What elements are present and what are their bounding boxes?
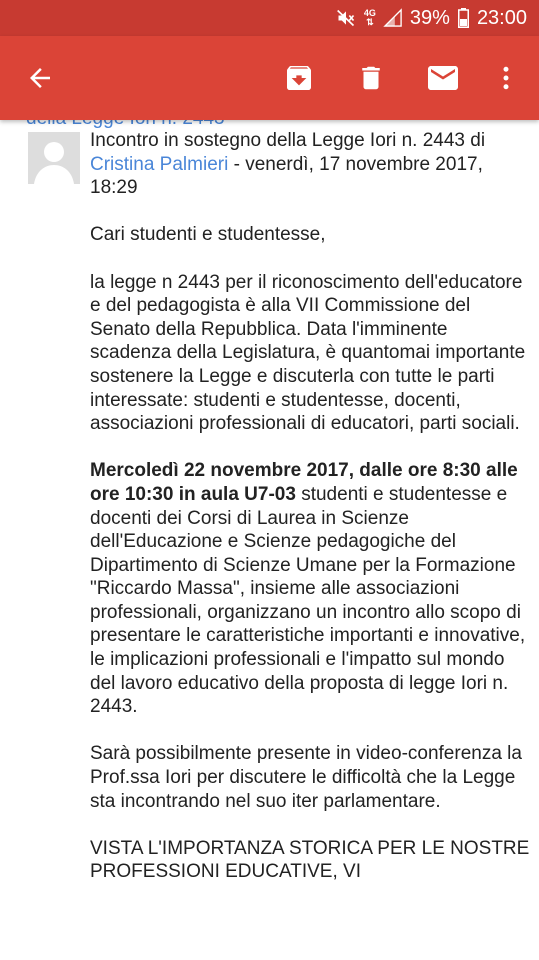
paragraph-3: Sarà possibilmente presente in video-conferenza la Prof.ssa Iori per discutere le difficoltà che la Legge sta incontrando nel suo iter parlamentare. xyxy=(90,743,522,812)
paragraph-1: la legge n 2443 per il riconoscimento dell'educatore e del pedagogista è alla VII Commissione del Senato della Repubblica. Data l'imminente scadenza della Legislatura, è quantomai importante sostenere la Legge e discuterla con tutte le parti interessate: studenti e studentesse, docenti, associazioni professionali di educatori, parti sociali. xyxy=(90,271,526,435)
battery-level: 39% xyxy=(409,6,450,29)
archive-icon[interactable] xyxy=(281,60,317,96)
message-by: di xyxy=(470,130,486,151)
network-type: 4G xyxy=(363,8,376,18)
message-date: - venerdì, 17 novembre 2017, 18:29 xyxy=(90,153,483,199)
paragraph-2 xyxy=(90,459,530,719)
paragraph-2-text: studenti e studentesse e docenti dei Corsi di Laurea in Scienze dell'Educazione e Scienze pedagogiche del Dipartimento di Scienze Umane per la Formazione "Riccardo Massa", insieme alle associazioni professionali, organizzano un incontro allo scopo di presentare le caratteristiche importanti e innovative, le implicazioni professionali e l'impatto sul mondo del lavoro educativo della proposta di legge Iori n. 2443. xyxy=(90,483,526,718)
clock: 23:00 xyxy=(476,6,527,29)
greeting: Cari studenti e studentesse, xyxy=(90,224,326,246)
message-header xyxy=(90,129,530,200)
sender-avatar[interactable] xyxy=(28,132,80,184)
email-content xyxy=(0,120,539,960)
author-link[interactable]: Cristina Palmieri xyxy=(90,153,229,175)
event-details: Mercoledì 22 novembre 2017, dalle ore 8:30 alle ore 10:30 in aula U7-03 xyxy=(90,460,518,505)
trash-icon[interactable] xyxy=(353,60,389,96)
mail-icon[interactable] xyxy=(425,60,461,96)
message-body xyxy=(90,129,530,908)
paragraph-4: VISTA L'IMPORTANZA STORICA PER LE NOSTRE PROFESSIONI EDUCATIVE, VI xyxy=(90,837,530,883)
network-indicator xyxy=(364,9,376,27)
message-title: Incontro in sostegno della Legge Iori n. 2443 xyxy=(90,130,465,151)
back-arrow-icon[interactable] xyxy=(22,60,58,96)
app-toolbar xyxy=(0,36,539,120)
network-activity: ⇅ xyxy=(366,17,374,27)
more-vert-icon[interactable] xyxy=(488,60,524,96)
mute-icon xyxy=(336,8,356,28)
battery-icon xyxy=(458,8,469,28)
signal-icon xyxy=(384,9,402,27)
status-bar xyxy=(0,0,539,36)
